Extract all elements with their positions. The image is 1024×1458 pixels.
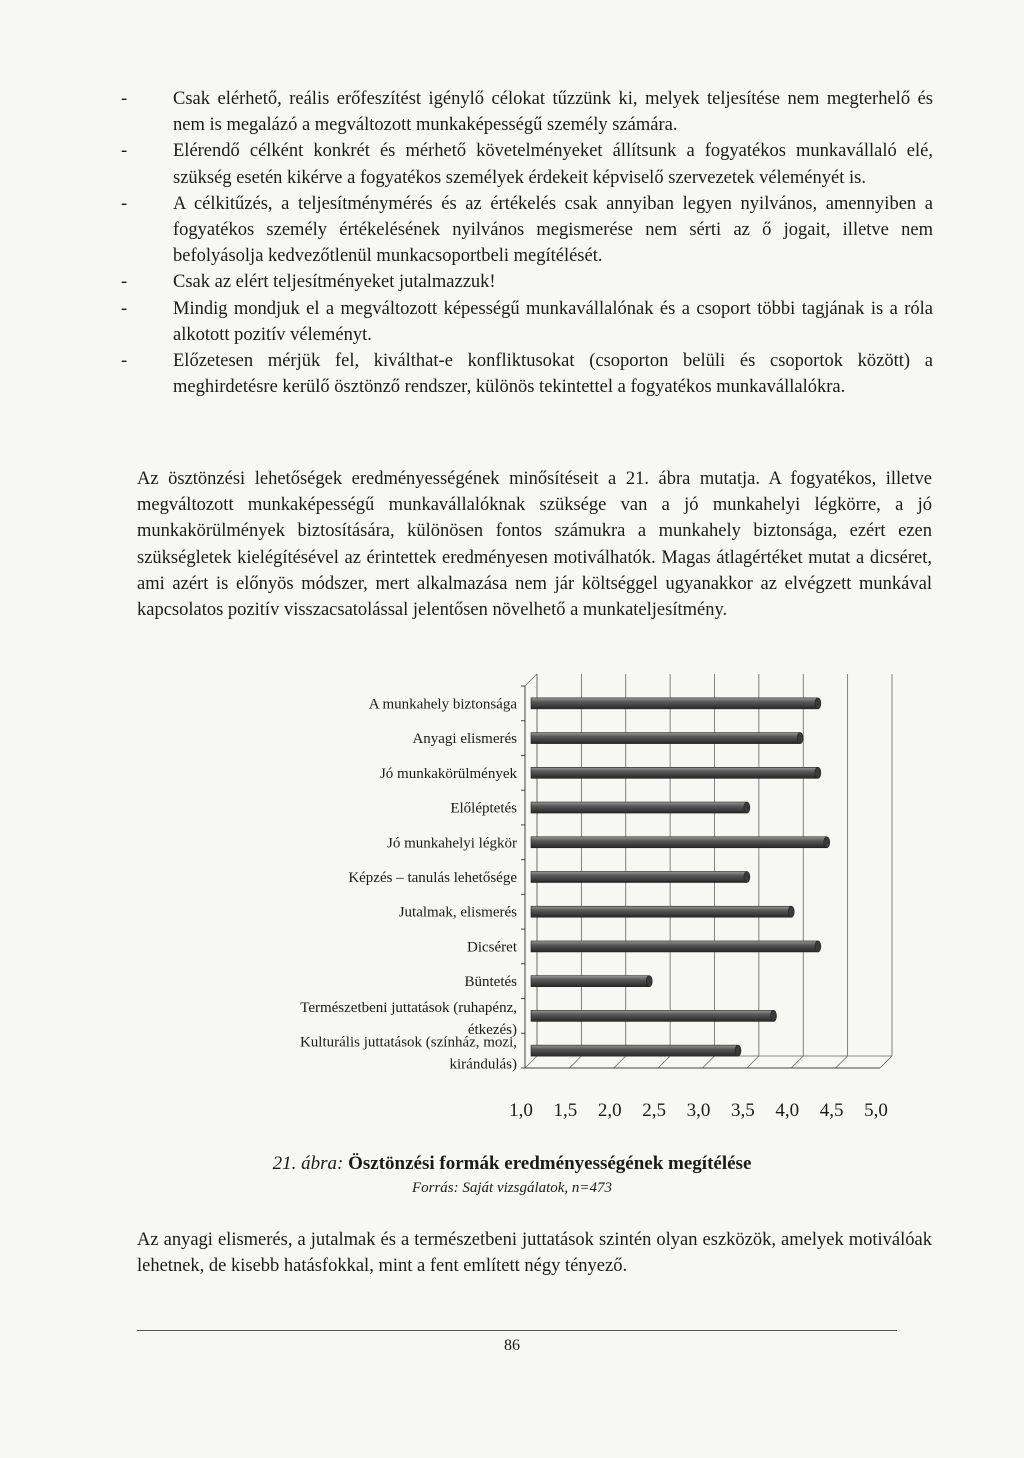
bar-cap <box>797 733 803 744</box>
bullet-text: Csak az elért teljesítményeket jutalmazzuk! <box>173 272 496 293</box>
bar <box>531 1045 738 1056</box>
list-item <box>121 138 933 190</box>
category-label-line: Jutalmak, elismerés <box>398 904 517 921</box>
bullet-marker: - <box>121 89 128 109</box>
category-label-line: kirándulás) <box>449 1056 517 1073</box>
category-label-line: Előléptetés <box>450 800 517 817</box>
bar <box>531 976 649 987</box>
bar-cap <box>646 976 652 987</box>
category-label <box>380 766 518 782</box>
bar <box>531 1010 774 1021</box>
category-label <box>348 870 517 886</box>
category-label-line: Anyagi elismerés <box>412 731 517 748</box>
body-paragraph: Az ösztönzési lehetőségek eredményességének minősítéseit a 21. ábra mutatja. A fogyatékos, illetve megváltozott munkaképességű munkavállalóknak szüksége van a jó munkahelyi légkörre, a jó munkakörülmények biztosítására, különösen fontos számukra a munkahely biztonsága, ezért ezen szükségletek kielégítésével az érintettek eredményesen motiválhatók. Magas átlagértéket mutat a dicséret, ami azért is előnyös módszer, mert alkalmazása nem jár költséggel ugyanakkor az elvégzett munkával kapcsolatos pozitív visszacsatolással jelentősen növelhető a munkateljesítmény. <box>137 469 932 621</box>
gridline <box>791 1056 803 1068</box>
bar-cap <box>771 1010 777 1021</box>
category-label-line: Képzés – tanulás lehetősége <box>348 870 517 886</box>
x-tick-label: 4,5 <box>819 1100 844 1121</box>
bullet-marker: - <box>121 141 128 162</box>
list-item <box>121 86 933 138</box>
category-label <box>387 835 517 851</box>
x-tick-label: 5,0 <box>864 1100 888 1121</box>
bar-cap <box>824 837 830 848</box>
bullet-text: Csak elérhető, reális erőfeszítést igénylő célokat tűzzünk ki, melyek teljesítése nem megterhelő és nem is megalázó a megváltozott munkaképességű személy számára. <box>173 89 933 136</box>
bar <box>531 941 818 952</box>
category-label-line: Jó munkahelyi légkör <box>387 835 517 852</box>
category-label <box>300 1000 517 1038</box>
figure-caption <box>0 1153 1024 1175</box>
bullet-marker: - <box>121 193 128 214</box>
x-tick-label: 1,0 <box>509 1100 533 1121</box>
category-label <box>369 696 518 712</box>
gridline <box>614 1056 626 1068</box>
bullet-text: A célkitűzés, a teljesítménymérés és az értékelés csak annyiban legyen nyilvános, amennyiben a fogyatékos személy értékelésének nyilvános megismerése nem sérti az ő jogait, illetve nem befolyásolja kedvezőtlenül munkacsoportbeli megítélését. <box>173 193 933 267</box>
bar <box>531 733 800 744</box>
bar-cap <box>815 767 821 778</box>
gridline <box>880 1056 892 1068</box>
bar <box>531 698 818 709</box>
list-item <box>121 296 933 348</box>
category-label-line: Természetbeni juttatások (ruhapénz, <box>300 999 517 1016</box>
list-item <box>121 269 933 295</box>
figure-source: Forrás: Saját vizsgálatok, n=473 <box>411 1180 613 1196</box>
gridline <box>836 1056 848 1068</box>
category-label <box>465 974 518 990</box>
list-item <box>121 348 933 400</box>
bar <box>531 767 818 778</box>
category-label-line: Jó munkakörülmények <box>379 765 517 782</box>
category-label-line: A munkahely biztonsága <box>368 696 517 713</box>
page-number: 86 <box>504 1337 520 1354</box>
figure-title: Ösztönzési formák eredményességének megítélése <box>348 1153 752 1174</box>
category-label <box>412 731 517 747</box>
bar <box>531 906 791 917</box>
bullet-marker: - <box>121 351 128 372</box>
side-wall <box>525 674 537 686</box>
body-paragraph: Az anyagi elismerés, a jutalmak és a természetbeni juttatások szintén olyan eszközök, amelyek motiválóak lehetnek, de kisebb hatásfokkal, mint a fent említett négy tényező. <box>137 1230 932 1277</box>
bullet-marker: - <box>121 298 128 319</box>
bar-chart <box>150 668 910 1128</box>
gridline <box>525 1056 537 1068</box>
bar-cap <box>815 941 821 952</box>
x-tick-label: 4,0 <box>775 1100 800 1121</box>
gridline <box>747 1056 759 1068</box>
list-item <box>121 191 933 270</box>
bullet-list <box>121 86 933 400</box>
bar <box>531 872 747 883</box>
gridline <box>569 1056 581 1068</box>
x-tick-label: 2,0 <box>597 1100 622 1121</box>
bar-cap <box>788 906 794 917</box>
gridline <box>658 1056 670 1068</box>
x-tick-label: 2,5 <box>642 1100 666 1121</box>
bar <box>531 837 827 848</box>
bar <box>531 802 747 813</box>
bullet-text: Mindig mondjuk el a megváltozott képességű munkavállalónak és a csoport többi tagjának is a róla alkotott pozitív véleményt. <box>173 298 933 345</box>
bar-cap <box>815 698 821 709</box>
category-label-line: Dicséret <box>467 939 517 956</box>
category-label <box>300 1035 517 1073</box>
bar-cap <box>735 1045 741 1056</box>
gridline <box>703 1056 715 1068</box>
bullet-marker: - <box>121 272 128 293</box>
bar-cap <box>744 872 750 883</box>
x-tick-label: 3,5 <box>731 1100 755 1121</box>
category-label <box>467 939 518 955</box>
bullet-text: Elérendő célként konkrét és mérhető követelményeket állítsunk a fogyatékos munkavállaló elé, szükség esetén kikérve a fogyatékos személyek érdekeit képviselő szervezetek véleményét is. <box>173 141 933 188</box>
bullet-text: Előzetesen mérjük fel, kiválthat-e konfliktusokat (csoporton belüli és csoportok között) a meghirdetésre kerülő ösztönző rendszer, különös tekintettel a fogyatékos munkavállalókra. <box>173 351 933 398</box>
bar-cap <box>744 802 750 813</box>
category-label <box>399 905 517 921</box>
figure-number: 21. ábra: <box>272 1153 344 1174</box>
category-label-line: Kulturális juttatások (színház, mozi, <box>299 1034 517 1051</box>
category-label-line: étkezés) <box>467 1021 517 1038</box>
category-label-line: Büntetés <box>464 974 517 991</box>
footer-rule <box>137 1330 897 1331</box>
x-tick-label: 1,5 <box>553 1100 578 1121</box>
category-label <box>450 801 517 817</box>
x-tick-label: 3,0 <box>686 1100 711 1121</box>
